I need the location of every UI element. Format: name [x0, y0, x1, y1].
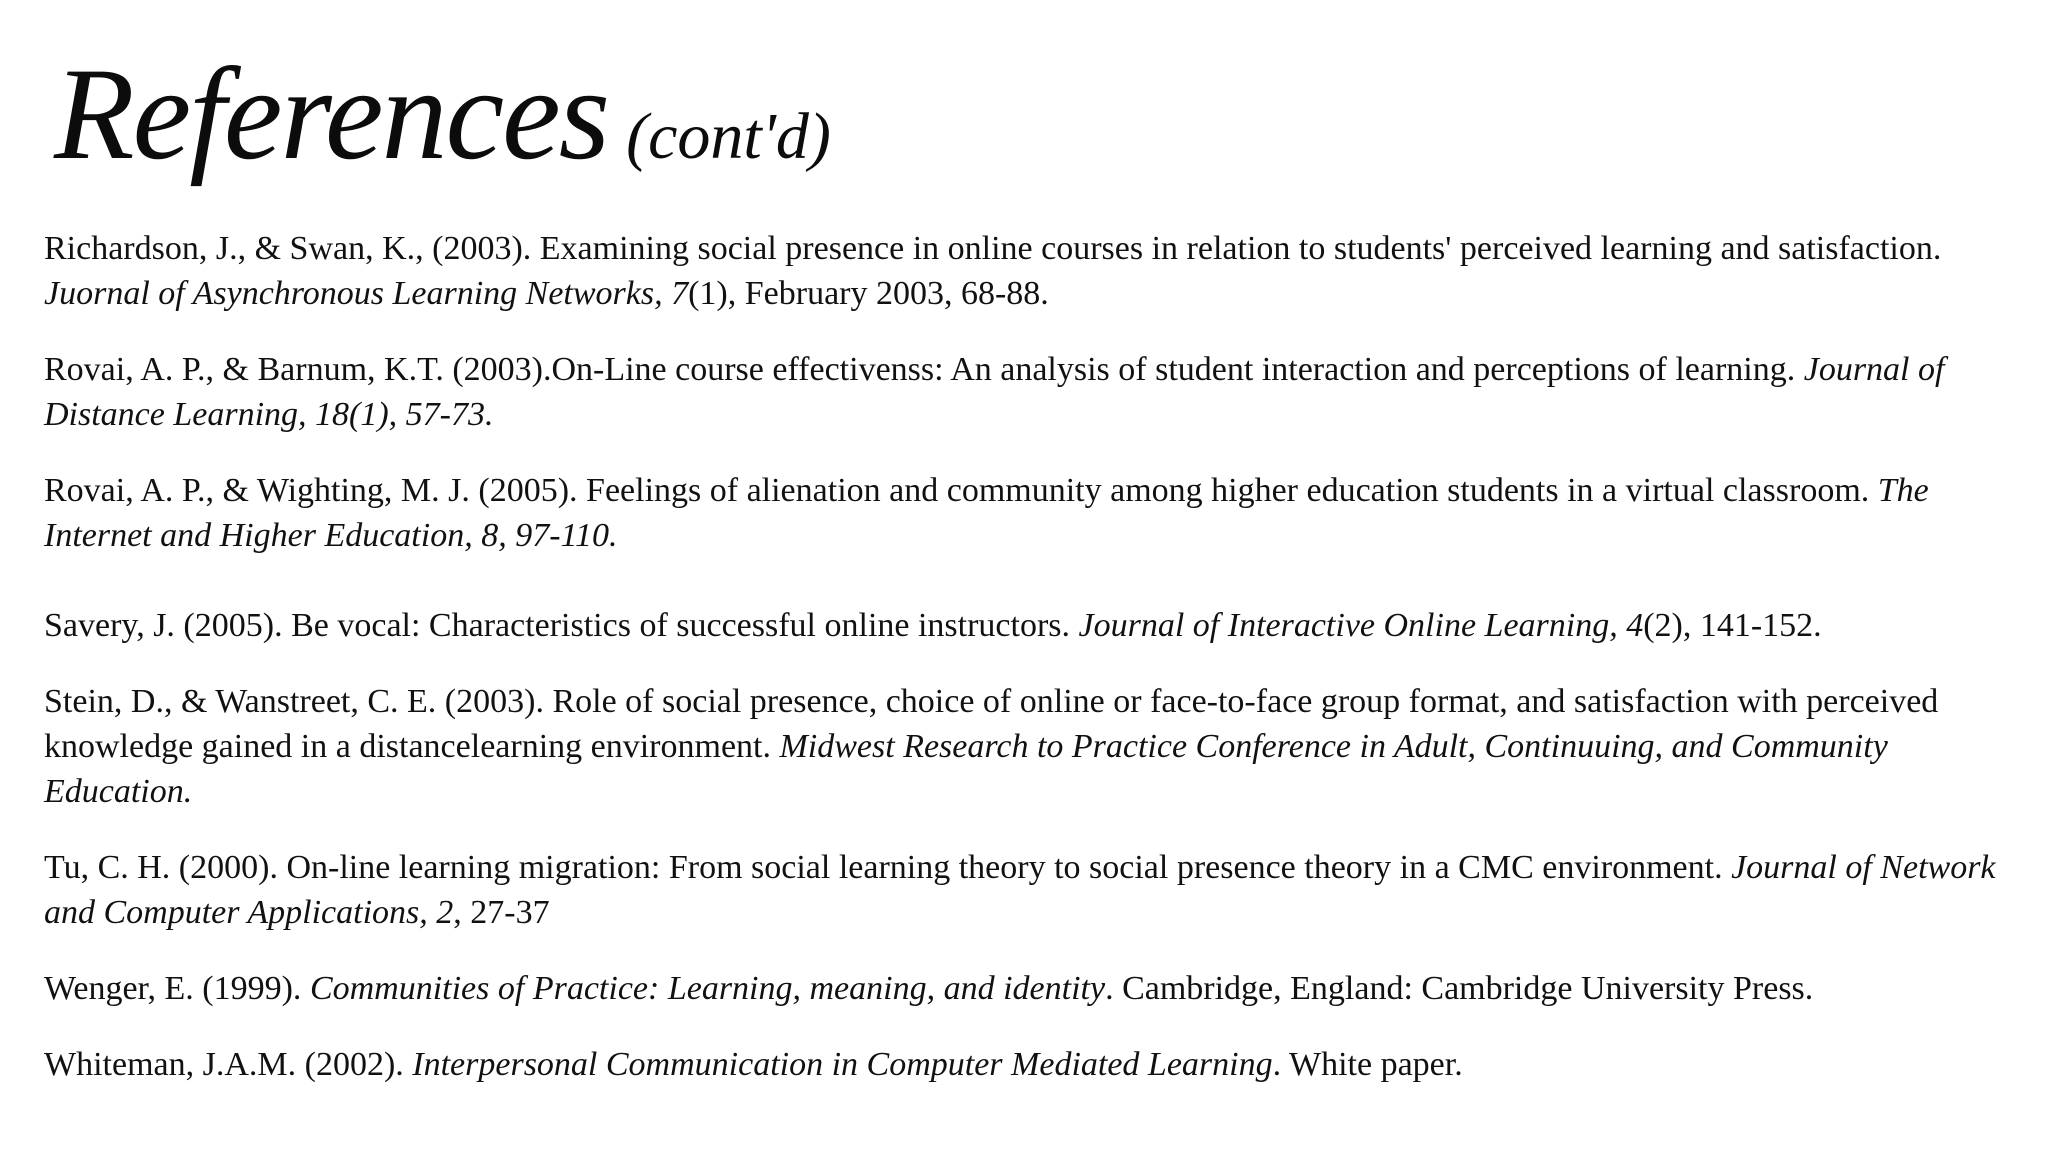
reference-text: Richardson, J., & Swan, K., (2003). Examining social presence in online courses in relation to students' perceived learning and satisfaction. [44, 230, 1942, 267]
slide-subtitle: (cont'd) [626, 100, 831, 173]
reference-text: Savery, J. (2005). Be vocal: Characteristics of successful online instructors. [44, 607, 1079, 644]
reference-entry [44, 347, 2019, 437]
reference-text: Stein, D., & Wanstreet, C. E. (2003). Role of social presence, choice of online or face-to-face group format, and satisfaction with perceived knowledge gained in a distancelearning environment. [44, 683, 1939, 765]
reference-text: Tu, C. H. (2000). On-line learning migration: From social learning theory to social presence theory in a CMC environment. [44, 849, 1732, 886]
reference-book-title: Interpersonal Communication in Computer Mediated Learning [412, 1046, 1273, 1083]
reference-journal: The Internet and Higher Education, 8, 97-110. [44, 472, 1929, 554]
reference-entry [44, 226, 2019, 316]
reference-journal: Journal of Interactive Online Learning, 4 [1078, 607, 1644, 644]
reference-text: Rovai, A. P., & Barnum, K.T. (2003).On-Line course effectivenss: An analysis of student interaction and perceptions of learning. [44, 351, 1804, 388]
reference-text: Rovai, A. P., & Wighting, M. J. (2005). Feelings of alienation and community among higher education students in a virtual classroom. [44, 472, 1878, 509]
reference-book-title: Communities of Practice: Learning, meaning, and identity [309, 970, 1106, 1007]
slide-title: References [54, 40, 609, 187]
reference-journal: Journal of Distance Learning, 18(1), 57-73. [44, 351, 1945, 433]
reference-text: (2), 141-152. [1643, 607, 1822, 644]
reference-entry [44, 966, 2019, 1011]
reference-entry [44, 468, 2019, 558]
reference-text: . Cambridge, England: Cambridge University Press. [1105, 970, 1814, 1007]
reference-entry [44, 1042, 2019, 1087]
reference-entry [44, 679, 2019, 814]
reference-text: , 27-37 [453, 894, 550, 931]
reference-list [44, 226, 2019, 1087]
reference-text: Whiteman, J.A.M. (2002). [44, 1046, 413, 1083]
reference-entry [44, 603, 2019, 648]
reference-text: (1), February 2003, 68-88. [688, 275, 1049, 312]
reference-journal: Midwest Research to Practice Conference in Adult, Continuuing, and Community Education. [44, 728, 1888, 810]
reference-text: Wenger, E. (1999). [44, 970, 310, 1007]
reference-text: . White paper. [1272, 1046, 1463, 1083]
reference-journal: Journal of Network and Computer Applications, 2 [44, 849, 1996, 931]
reference-journal: Juornal of Asynchronous Learning Networks, 7 [44, 275, 689, 312]
reference-entry [44, 845, 2019, 935]
slide-title-row [54, 40, 831, 187]
